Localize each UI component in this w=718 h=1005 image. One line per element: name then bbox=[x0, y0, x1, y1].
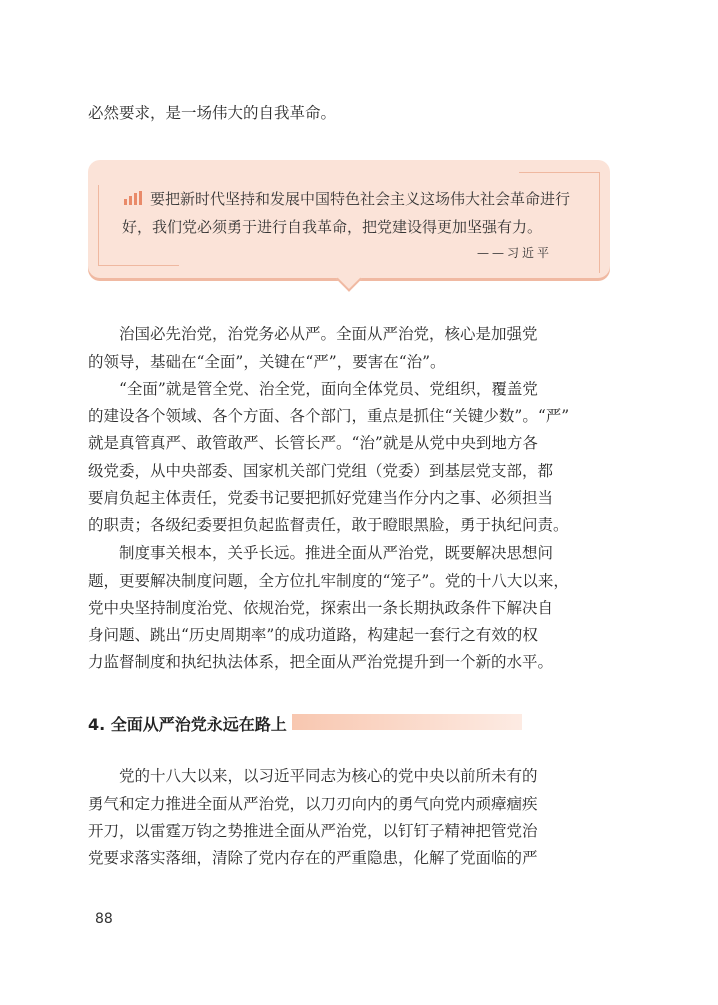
body-text-line: 身问题、跳出“历史周期率”的成功道路，构建起一套行之有效的权 bbox=[88, 626, 538, 644]
quote-box bbox=[88, 160, 610, 278]
body-text-line: 级党委，从中央部委、国家机关部门党组（党委）到基层党支部，都 bbox=[88, 462, 554, 480]
body-text-line: 就是真管真严、敢管敢严、长管长严。“治”就是从党中央到地方各 bbox=[88, 434, 538, 452]
body-text-line: “全面”就是管全党、治全党，面向全体党员、党组织，覆盖党 bbox=[119, 380, 538, 398]
page-number: 88 bbox=[95, 911, 113, 927]
body-text-line: 的建设各个领域、各个方面、各个部门，重点是抓住“关键少数”。“严” bbox=[88, 407, 570, 425]
section-heading: 4. 全面从严治党永远在路上 bbox=[88, 715, 287, 734]
body-text-line: 题，更要解决制度问题，全方位扎牢制度的“笼子”。党的十八大以来， bbox=[88, 572, 569, 590]
body-text-line: 党要求落实落细，清除了党内存在的严重隐患，化解了党面临的严 bbox=[88, 849, 538, 867]
heading-decor-bar bbox=[292, 714, 522, 730]
body-text-line: 必然要求，是一场伟大的自我革命。 bbox=[88, 104, 337, 122]
body-text-line: 党的十八大以来，以习近平同志为核心的党中央以前所未有的 bbox=[119, 767, 538, 785]
body-text-line: 党中央坚持制度治党、依规治党，探索出一条长期执政条件下解决自 bbox=[88, 599, 554, 617]
body-text-line: 治国必先治党，治党务必从严。全面从严治党，核心是加强党 bbox=[119, 325, 538, 343]
body-text-line: 勇气和定力推进全面从严治党，以刀刃向内的勇气向党内顽瘴痼疾 bbox=[88, 795, 538, 813]
quote-line: 好，我们党必须勇于进行自我革命，把党建设得更加坚强有力。 bbox=[122, 218, 543, 236]
body-text-line: 的职责；各级纪委要担负起监督责任，敢于瞪眼黑脸，勇于执纪问责。 bbox=[88, 516, 569, 534]
body-text-line: 的领导，基础在“全面”，关键在“严”，要害在“治”。 bbox=[88, 353, 446, 371]
signal-bars-icon bbox=[124, 191, 142, 205]
body-text-line: 开刀，以雷霆万钧之势推进全面从严治党，以钉钉子精神把管党治 bbox=[88, 822, 538, 840]
quote-author: ——习近平 bbox=[476, 246, 552, 260]
quote-line: 要把新时代坚持和发展中国特色社会主义这场伟大社会革命进行 bbox=[150, 190, 571, 208]
body-text-line: 要肩负起主体责任，党委书记要把抓好党建当作分内之事、必须担当 bbox=[88, 489, 554, 507]
body-text-line: 力监督制度和执纪执法体系，把全面从严治党提升到一个新的水平。 bbox=[88, 653, 554, 671]
body-text-line: 制度事关根本，关乎长远。推进全面从严治党，既要解决思想问 bbox=[119, 544, 554, 562]
speech-tail bbox=[336, 266, 361, 291]
